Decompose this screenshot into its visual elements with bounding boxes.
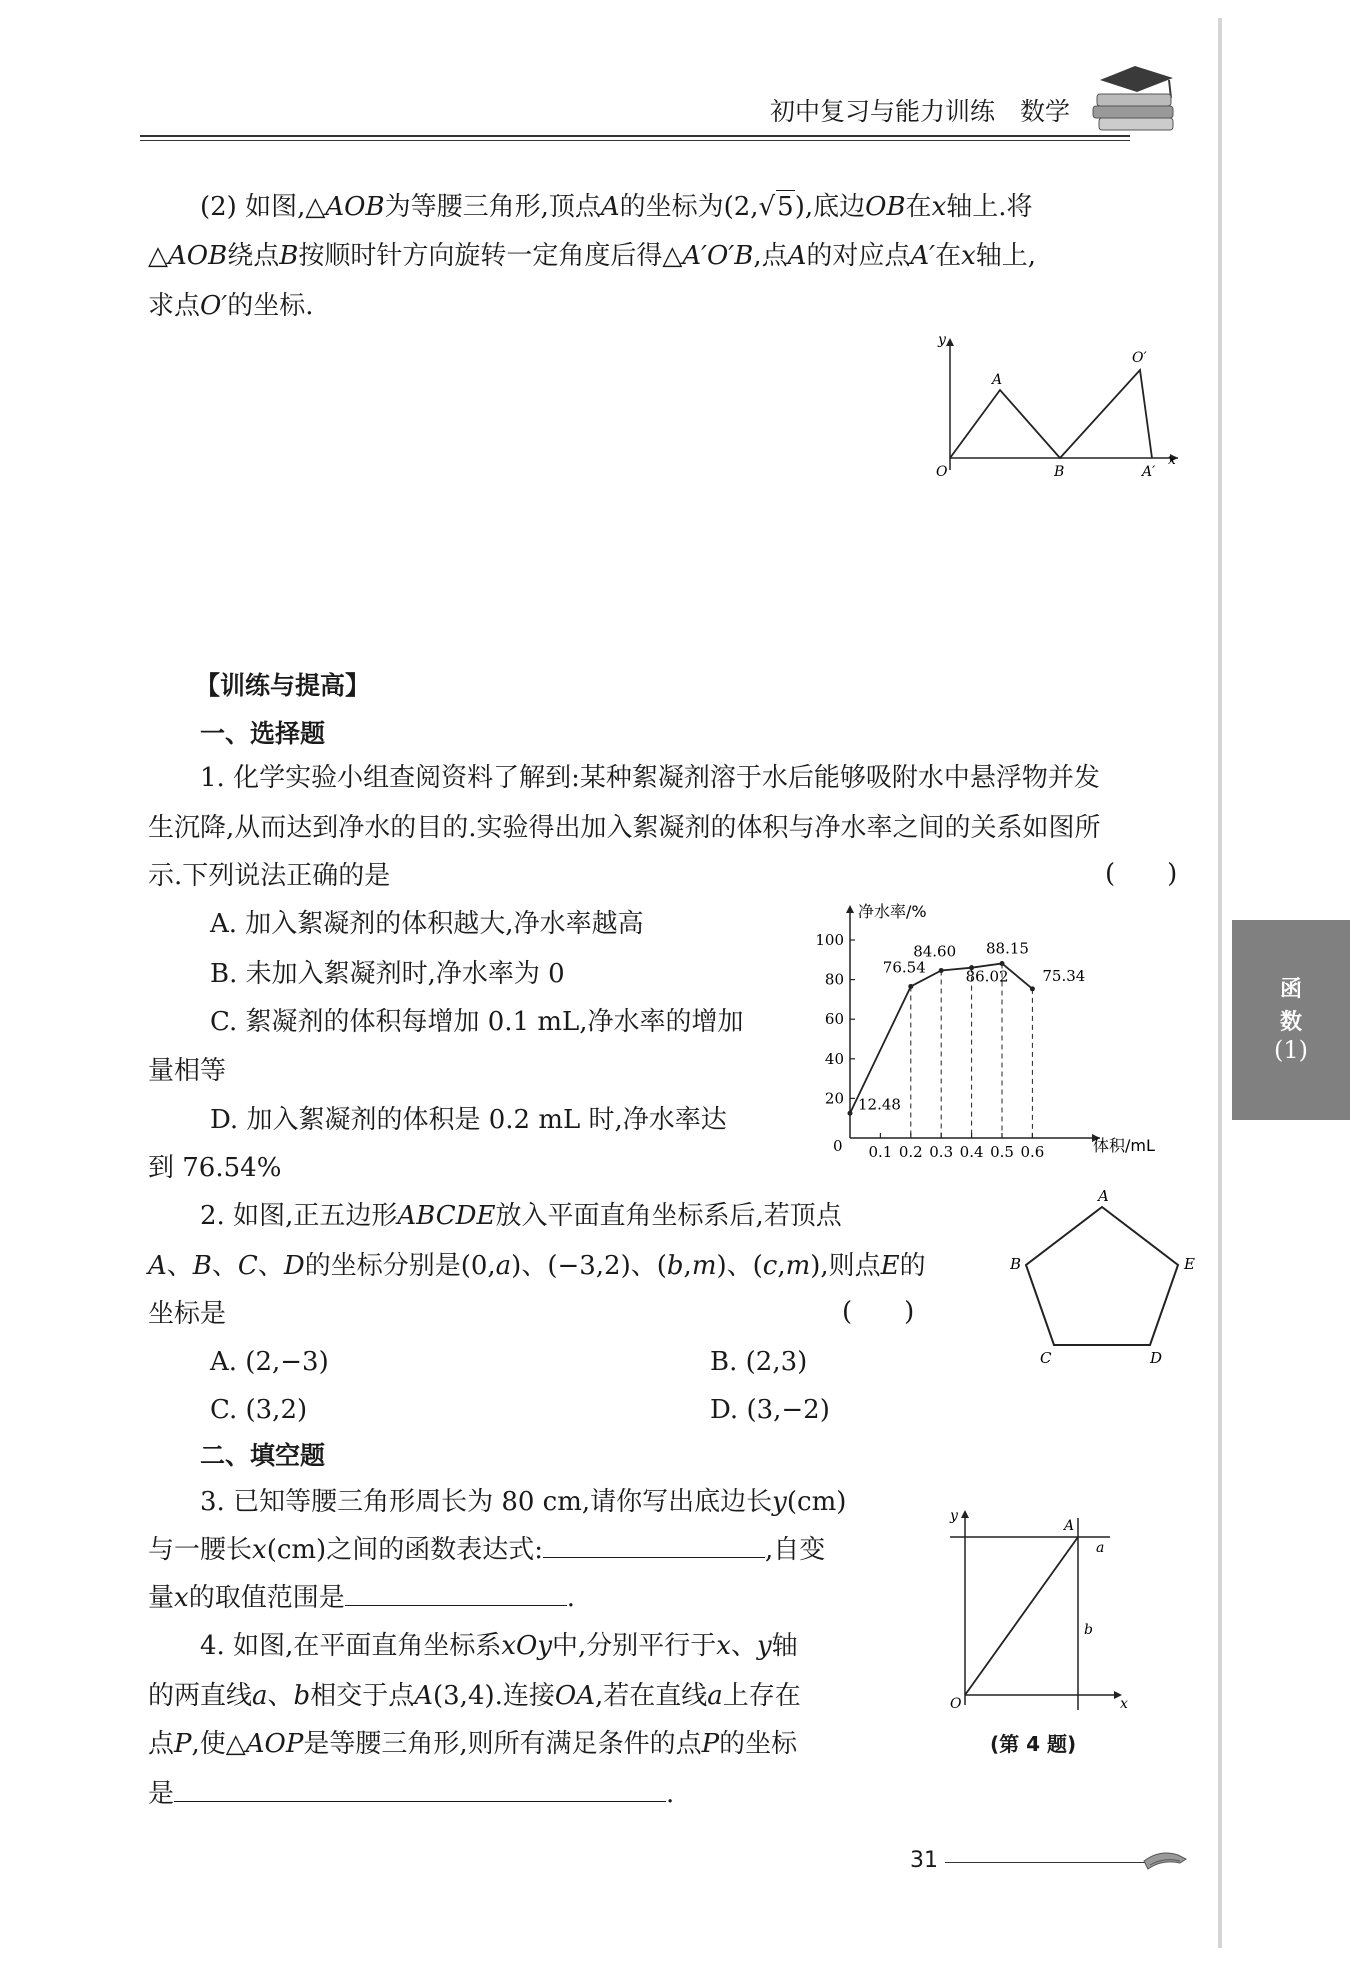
fig4-O-label: O: [950, 1696, 962, 1712]
q4-coordinate-figure: [940, 1500, 1140, 1720]
q1-answer-paren: ( ): [1105, 859, 1178, 889]
books-graduation-cap-icon: [1085, 58, 1185, 138]
header-rule: [140, 135, 1130, 137]
chart-x-tick-label-1: 0.2: [898, 1143, 923, 1161]
q1-line-3: 示.下列说法正确的是: [148, 861, 391, 891]
chart-y-tick-label-5: 100: [815, 931, 844, 949]
q1-option-b: B. 未加入絮凝剂时,净水率为 0: [210, 959, 565, 989]
chart-y-arrow: [846, 905, 854, 913]
pentagon-figure: [1010, 1185, 1200, 1365]
chart-x-label: 体积/mL: [1093, 1136, 1155, 1155]
chart-y-label: 净水率/%: [858, 902, 927, 921]
side-tab-char-3: (1): [1274, 1036, 1308, 1064]
q3-line-1: 3. 已知等腰三角形周长为 80 cm,请你写出底边长y(cm): [200, 1487, 847, 1517]
section-choice: 一、选择题: [200, 719, 326, 748]
fig4-caption: (第 4 题): [990, 1732, 1077, 1756]
page-spine: [1218, 18, 1222, 1948]
chart-point-5: [1030, 986, 1035, 991]
side-tab-char-1: 函: [1280, 977, 1303, 1002]
q1-option-c-1: C. 絮凝剂的体积每增加 0.1 mL,净水率的增加: [210, 1007, 744, 1037]
chart-data-label-3: 86.02: [965, 967, 1009, 986]
q4-line-2: 的两直线a、b相交于点A(3,4).连接OA,若在直线a上存在: [148, 1681, 801, 1711]
q4-line-4: 是 .: [148, 1779, 675, 1809]
q1-line-1: 1. 化学实验小组查阅资料了解到:某种絮凝剂溶于水后能够吸附水中悬浮物并发: [200, 763, 1100, 793]
chart-x-tick-label-4: 0.5: [990, 1143, 1014, 1161]
footer-rule: [945, 1862, 1145, 1863]
header-title: 初中复习与能力训练 数学: [770, 97, 1071, 126]
q1-option-d-2: 到 76.54%: [148, 1153, 282, 1183]
chart-x-tick-label-5: 0.6: [1020, 1143, 1045, 1161]
fig1-B-label: B: [1054, 464, 1065, 480]
pentagon-E-label: E: [1184, 1255, 1195, 1273]
section-fill: 二、填空题: [200, 1441, 326, 1470]
fig1-x-label: x: [1168, 452, 1176, 468]
chart-x-tick-label-3: 0.4: [959, 1143, 984, 1161]
q2-line-1: 2. 如图,正五边形ABCDE放入平面直角坐标系后,若顶点: [200, 1201, 842, 1231]
q3-line-3: 量x的取值范围是 .: [148, 1583, 575, 1613]
q1-option-a: A. 加入絮凝剂的体积越大,净水率越高: [210, 909, 644, 939]
chart-data-label-1: 76.54: [882, 958, 926, 977]
chart-x-tick-label-2: 0.3: [929, 1143, 954, 1161]
q3-blank-expression[interactable]: [543, 1535, 765, 1558]
q1-line-2: 生沉降,从而达到净水的目的.实验得出加入絮凝剂的体积与净水率之间的关系如图所: [148, 813, 1101, 843]
chart-point-2: [939, 968, 944, 973]
footer-book-icon: [1140, 1845, 1190, 1875]
q3-blank-range[interactable]: [345, 1583, 567, 1606]
fig1-Aprime-label: A′: [1142, 464, 1156, 480]
rotation-triangle-figure: [920, 330, 1200, 480]
fig1-Oprime-label: O′: [1132, 350, 1147, 366]
q2-option-d: D. (3,−2): [710, 1395, 830, 1425]
pentagon-C-label: C: [1040, 1349, 1052, 1365]
q3-line-2: 与一腰长x(cm)之间的函数表达式: ,自变: [148, 1535, 826, 1565]
chart-point-4: [1000, 961, 1005, 966]
fig4-b-label: b: [1084, 1622, 1093, 1638]
q-prev-line-3: 求点O′的坐标.: [148, 291, 314, 321]
chart-x-tick-label-0: 0.1: [868, 1143, 893, 1161]
q4-line-3: 点P,使△AOP是等腰三角形,则所有满足条件的点P的坐标: [148, 1729, 798, 1759]
chart-y-tick-label-1: 20: [824, 1089, 844, 1108]
q2-line-3: 坐标是: [148, 1299, 227, 1329]
q4-blank-answer[interactable]: [174, 1779, 666, 1802]
side-tab-char-2: 数: [1280, 1010, 1303, 1035]
chart-point-1: [908, 984, 913, 989]
chart-point-0: [848, 1111, 853, 1116]
pentagon-A-label: A: [1098, 1187, 1109, 1205]
chart-origin-label: 0: [833, 1137, 843, 1155]
q2-line-2: A、B、C、D的坐标分别是(0,a)、(−3,2)、(b,m)、(c,m),则点E的: [148, 1251, 926, 1281]
chart-y-tick-label-2: 40: [824, 1049, 844, 1068]
chart-y-tick-label-4: 80: [824, 970, 844, 989]
pentagon-B-label: B: [1010, 1255, 1022, 1273]
fig4-x-label: x: [1120, 1696, 1128, 1712]
fig1-O-label: O: [936, 464, 948, 480]
chart-data-label-0: 12.48: [858, 1095, 901, 1114]
chart-data-label-5: 75.34: [1042, 966, 1086, 985]
q1-option-d-1: D. 加入絮凝剂的体积是 0.2 mL 时,净水率达: [210, 1105, 727, 1135]
q-prev-line-1: (2) 如图,△AOB为等腰三角形,顶点A的坐标为(2,√5),底边OB在x轴上.将: [200, 192, 1033, 222]
q1-option-c-2: 量相等: [148, 1056, 227, 1086]
fig4-a-label: a: [1096, 1540, 1105, 1556]
q2-answer-paren: ( ): [842, 1297, 915, 1327]
q2-option-c: C. (3,2): [210, 1395, 308, 1425]
q-prev-line-2: △AOB绕点B按顺时针方向旋转一定角度后得△A′O′B,点A的对应点A′在x轴上,: [148, 241, 1037, 271]
fig4-y-label: y: [950, 1508, 958, 1524]
q2-option-a: A. (2,−3): [210, 1347, 329, 1377]
pentagon-D-label: D: [1150, 1349, 1163, 1365]
fig1-y-label: y: [938, 332, 946, 348]
fig4-A-label: A: [1064, 1518, 1075, 1534]
header-rule-thin: [140, 140, 1130, 141]
chart-data-label-4: 88.15: [986, 939, 1029, 958]
page-number: 31: [910, 1848, 938, 1873]
section-title: 【训练与提高】: [195, 671, 371, 700]
chart-data-label-2: 84.60: [913, 942, 957, 961]
q4-line-1: 4. 如图,在平面直角坐标系xOy中,分别平行于x、y轴: [200, 1631, 798, 1661]
fig1-A-label: A: [992, 372, 1003, 388]
q2-option-b: B. (2,3): [710, 1347, 808, 1377]
chart-y-tick-label-3: 60: [824, 1010, 844, 1029]
water-purification-chart: [800, 895, 1190, 1165]
